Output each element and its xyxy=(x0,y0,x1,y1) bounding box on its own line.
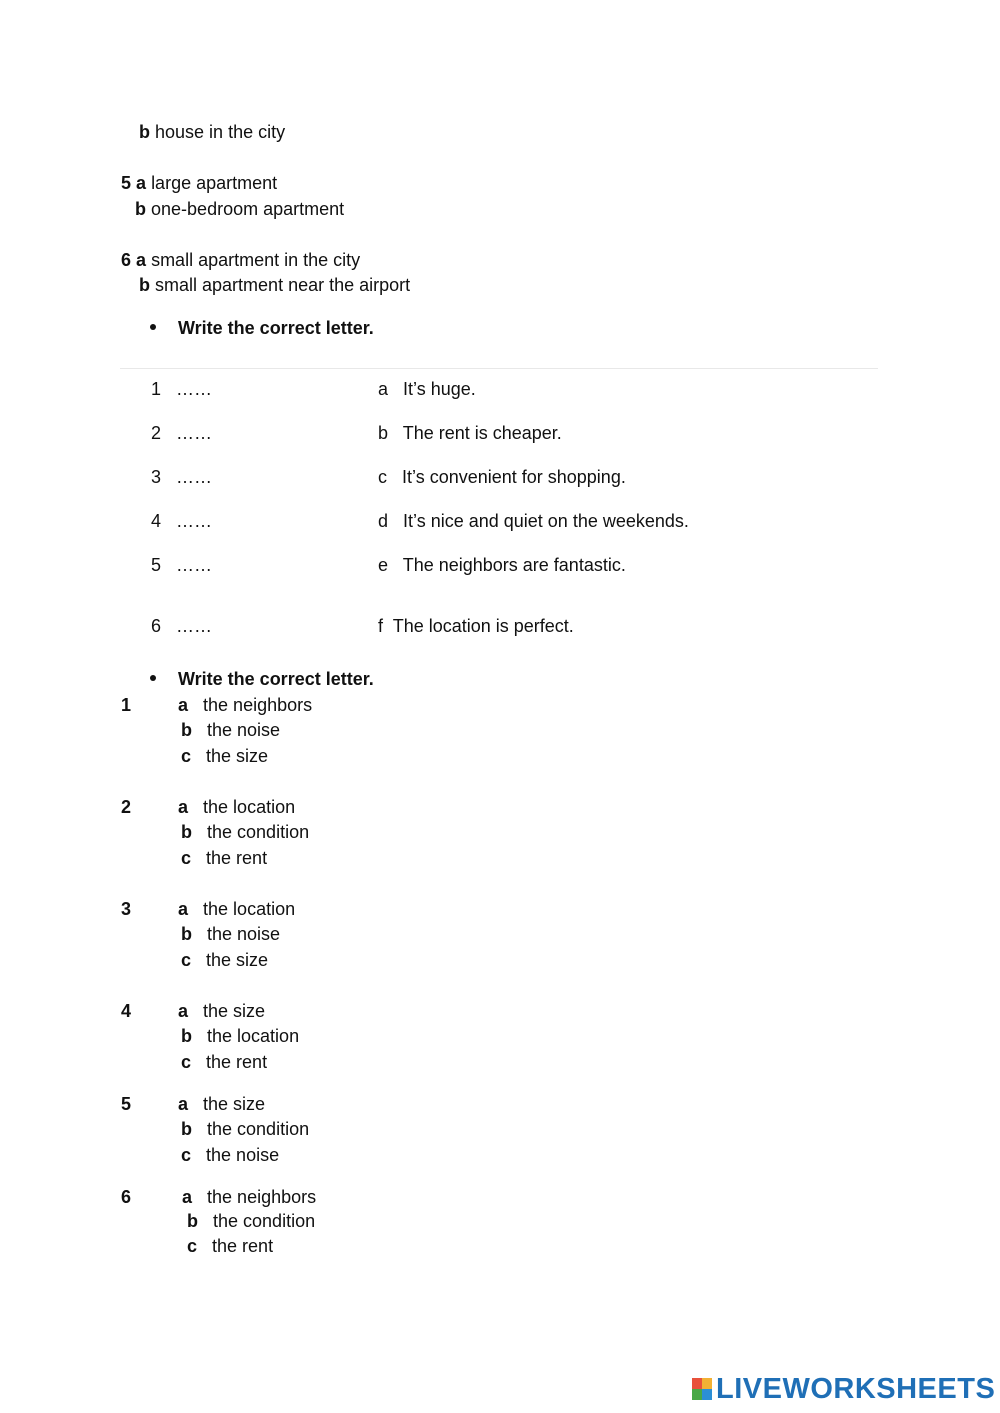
question-number: 5 xyxy=(121,1094,132,1114)
p1-item-5a: 5 a large apartment xyxy=(121,173,278,193)
answer-option-a[interactable]: a the size xyxy=(178,1094,266,1114)
answer-blank[interactable]: …… xyxy=(176,379,212,399)
match-number: 3 xyxy=(151,467,162,487)
answer-option-a[interactable]: a the size xyxy=(178,1001,266,1021)
match-number: 5 xyxy=(151,555,162,575)
answer-blank[interactable]: …… xyxy=(176,511,212,531)
match-number: 2 xyxy=(151,423,162,443)
answer-option-c[interactable]: c the rent xyxy=(181,848,268,868)
bullet-icon xyxy=(150,675,156,681)
match-number: 4 xyxy=(151,511,162,531)
answer-option-b[interactable]: b the noise xyxy=(181,720,281,740)
match-number: 6 xyxy=(151,616,162,636)
instruction-part2: Write the correct letter. xyxy=(150,317,374,339)
match-option: c It’s convenient for shopping. xyxy=(378,467,626,487)
match-option: b The rent is cheaper. xyxy=(378,423,562,443)
answer-option-c[interactable]: c the size xyxy=(181,950,269,970)
p1-item-4b: b house in the city xyxy=(139,122,286,142)
answer-option-b[interactable]: b the condition xyxy=(181,822,310,842)
question-number: 3 xyxy=(121,899,132,919)
answer-option-b[interactable]: b the condition xyxy=(181,1119,310,1139)
answer-option-b[interactable]: b the noise xyxy=(181,924,281,944)
answer-blank[interactable]: …… xyxy=(176,616,212,636)
answer-option-a[interactable]: a the neighbors xyxy=(178,695,313,715)
answer-blank[interactable]: …… xyxy=(176,555,212,575)
bullet-icon xyxy=(150,324,156,330)
match-option: f The location is perfect. xyxy=(378,616,574,636)
logo-mark-icon xyxy=(692,1378,712,1400)
answer-option-c[interactable]: c the noise xyxy=(181,1145,280,1165)
p1-item-6a: 6 a small apartment in the city xyxy=(121,250,361,270)
answer-option-b[interactable]: b the condition xyxy=(187,1211,316,1231)
match-option: e The neighbors are fantastic. xyxy=(378,555,626,575)
answer-blank[interactable]: …… xyxy=(176,423,212,443)
p1-item-5b: b one-bedroom apartment xyxy=(135,199,345,219)
answer-option-b[interactable]: b the location xyxy=(181,1026,300,1046)
match-option: d It’s nice and quiet on the weekends. xyxy=(378,511,689,531)
liveworksheets-logo xyxy=(692,1372,995,1406)
question-number: 4 xyxy=(121,1001,132,1021)
match-number: 1 xyxy=(151,379,162,399)
logo-text: LIVEWORKSHEETS xyxy=(716,1372,996,1405)
answer-option-c[interactable]: c the rent xyxy=(187,1236,274,1256)
divider xyxy=(120,368,878,369)
answer-option-c[interactable]: c the rent xyxy=(181,1052,268,1072)
question-number: 1 xyxy=(121,695,132,715)
match-option: a It’s huge. xyxy=(378,379,476,399)
answer-option-a[interactable]: a the location xyxy=(178,797,296,817)
p1-item-6b: b small apartment near the airport xyxy=(139,275,411,295)
answer-option-a[interactable]: a the neighbors xyxy=(182,1187,317,1207)
answer-option-a[interactable]: a the location xyxy=(178,899,296,919)
question-number: 6 xyxy=(121,1187,132,1207)
answer-option-c[interactable]: c the size xyxy=(181,746,269,766)
answer-blank[interactable]: …… xyxy=(176,467,212,487)
instruction-part3: Write the correct letter. xyxy=(150,668,374,690)
question-number: 2 xyxy=(121,797,132,817)
